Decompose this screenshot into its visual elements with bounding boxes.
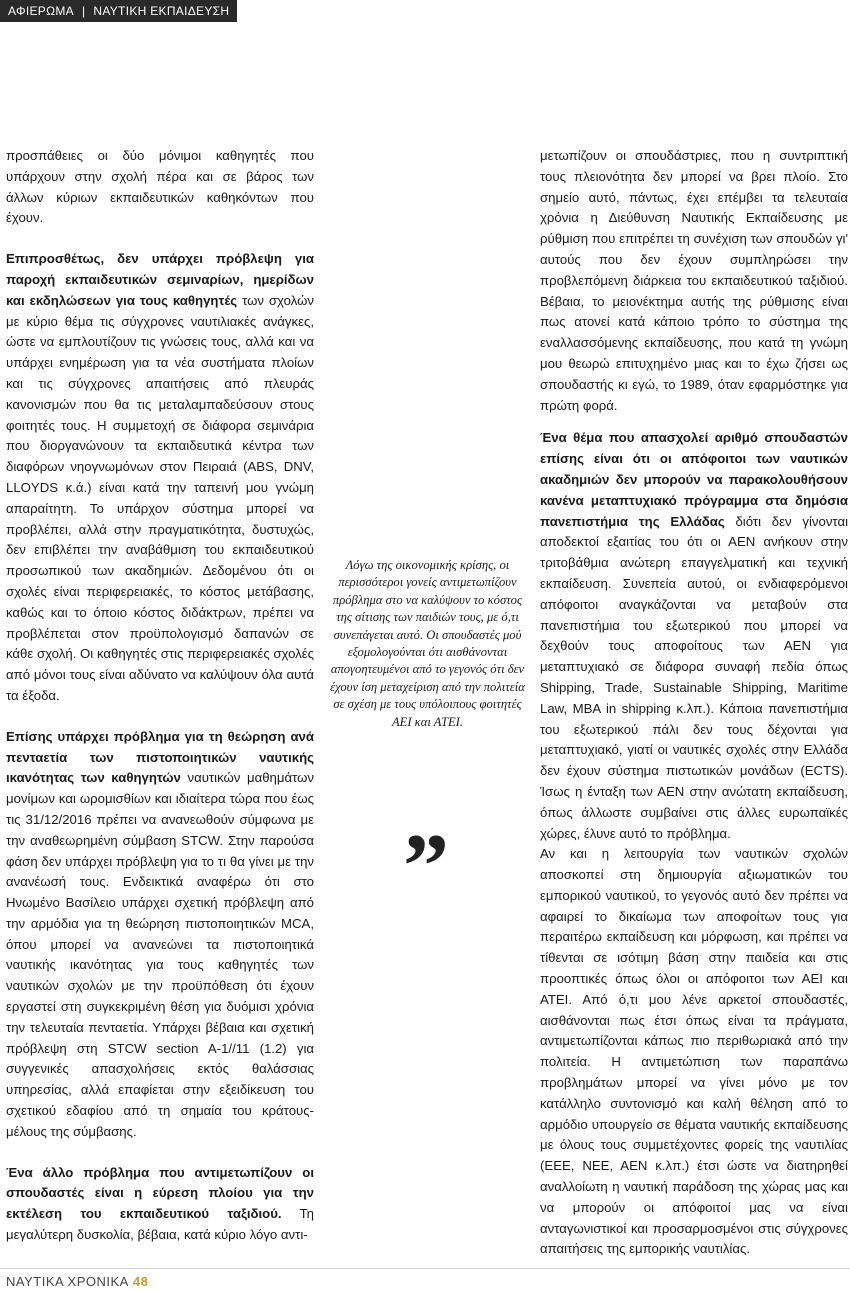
left-paragraph-3-lead: Επίσης υπάρχει πρόβλημα για τη θεώρηση ανά πενταετία των πιστοποιητικών ναυτικής ικανότητας των καθηγητών: [6, 728, 314, 786]
section-header: [0, 0, 237, 22]
left-paragraph-2-lead: Επιπροσθέτως, δεν υπάρχει πρόβλεψη για παροχή εκπαιδευτικών σεμιναρίων, ημερίδων και εκδηλώσεων για τους καθηγητές: [6, 251, 314, 308]
right-paragraph-2-body: διότι δεν γίνονται αποδεκτοί εξαιτίας του ότι οι ΑΕΝ ανήκουν στην τριτοβάθμια ανώτερη επαγγελματική και τεχνική εκπαίδευση. Συνεπεία αυτού, οι ενδιαφερόμενοι απόφοιτοι αναγκάζονται να μεταβούν στα πανεπιστήμια του εξωτερικού που μπορεί να δεχθούν τους αποφοίτους των ΑΕΝ για μεταπτυχιακό σε διάφορα συναφή πεδία όπως Shipping, Trade, Sustainable Shipping, Maritime Law, MBA in shipping κ.λπ.). Κάποια πανεπιστήμια του εξωτερικού πάλι δεν τους δέχονται για μεταπτυχιακό, γιατί οι ναυτικές σχολές στην Ελλάδα δεν έχουν σύστημα πιστωτικών μονάδων (ECTS). Ίσως η ένταξη των ΑΕΝ στην ανώτατη εκπαίδευση, όπως άλλωστε συμβαίνει στις άλλες ευρωπαϊκές χώρες, έλυνε αυτό το πρόβλημα.: [540, 513, 848, 841]
left-paragraph-4-body: Τη μεγαλύτερη δυσκολία, βέβαια, κατά κύριο λόγο αντι-: [6, 1206, 314, 1243]
topic-label: ΝΑΥΤΙΚΗ ΕΚΠΑΙΔΕΥΣΗ: [93, 4, 230, 18]
header-separator: |: [81, 4, 86, 18]
left-paragraph-2: [6, 249, 314, 707]
left-paragraph-4: [6, 1163, 314, 1246]
magazine-name: ΝΑΥΤΙΚΑ ΧΡΟΝΙΚΑ: [6, 1274, 129, 1289]
left-paragraph-4-lead: Ένα άλλο πρόβλημα που αντιμετωπίζουν οι σπουδαστές είναι η εύρεση πλοίου για την εκτέλεση του εκπαιδευτικού ταξιδιού.: [6, 1164, 314, 1222]
right-paragraph-2: [540, 428, 848, 844]
right-paragraph-1: μετωπίζουν οι σπουδάστριες, που η συντριπτική τους πλειονότητα δεν μπορεί να βρει πλοίο. Στο σημείο αυτό, πάντως, έχει επέμβει τα τελευταία χρόνια η Διεύθυνση Ναυτικής Εκπαίδευσης με ρύθμιση που επιτρέπει τη συνέχιση των σπουδών γι' αυτούς που δεν έχουν συμπληρώσει την προβλεπόμενη διάρκεια του εκπαιδευτικού ταξιδιού. Βέβαια, το μειονέκτημα αυτής της ρύθμισης είναι πως ατονεί κατά κάποιο τρόπο το σύστημα της εναλλασσόμενης εκπαίδευσης, που κατά τη γνώμη μου θεωρώ επιτυχημένο μιας και το έχω ζήσει ως σπουδαστής κι εγώ, το 1989, όταν εφαρμόστηκε για πρώτη φορά.: [540, 148, 848, 413]
right-paragraph-2-lead: Ένα θέμα που απασχολεί αριθμό σπουδαστών επίσης είναι ότι οι απόφοιτοι των ναυτικών ακαδημιών δεν μπορούν να παρακολουθήσουν κανένα μεταπτυχιακό πρόγραμμα στα δημόσια πανεπιστήμια της Ελλάδας: [540, 430, 848, 529]
quote-mark-icon: ”: [403, 815, 449, 917]
right-column: [540, 146, 848, 1260]
right-paragraph-3: Αν και η λειτουργία των ναυτικών σχολών αποσκοπεί στη δημιουργία αξιωματικών του εμπορικού ναυτικού, το γεγονός αυτό δεν πρέπει να αφαιρεί το δικαίωμα των αποφοίτων τους για περαιτέρω εκπαίδευση και μόρφωση, και πρέπει να τίθενται σε ισότιμη βάση στην παιδεία και στις προοπτικές όπως όλοι οι απόφοιτοι των ΑΕΙ και ΑΤΕΙ. Από ό,τι μου λένε αρκετοί σπουδαστές, αισθάνονται πως έτσι όπως είναι τα πράγματα, αντιμετωπίζονται κάπως πιο περιθωριακά από την πολιτεία. Η αντιμετώπιση των παραπάνω προβλημάτων μπορεί να γίνει μόνο με τον κατάλληλο συντονισμό και καλή θέληση από το αρμόδιο υπουργείο σε θέματα ναυτικής εκπαίδευσης με όλους τους συμμετέχοντες φορείς της ναυτιλίας (ΕΕΕ, ΝΕΕ, ΑΕΝ κ.λπ.) έτσι ώστε να διατηρηθεί αναλλοίωτη η ναυτική παράδοση της χώρας μας και να μπορούν οι απόφοιτοί μας να είναι ανταγωνιστικοί και προσαρμοσμένοι στις σύγχρονες απαιτήσεις της εμπορικής ναυτιλίας.: [540, 846, 848, 1257]
page-footer: [6, 1274, 148, 1289]
pull-quote: Λόγω της οικονομικής κρίσης, οι περισσότεροι γονείς αντιμετωπίζουν πρόβλημα στο να καλύψουν το κόστος της σίτισης των παιδιών τους, με ό,τι συνεπάγεται αυτό. Οι σπουδαστές μού εξομολογούνται ότι αισθάνονται απογοητευμένοι από το γεγονός ότι δεν έχουν ίση μεταχείριση από την πολιτεία σε σχέση με τους υπόλοιπους φοιτητές ΑΕΙ και ΑΤΕΙ.: [330, 558, 525, 729]
left-paragraph-2-body: των σχολών με κύριο θέμα τις σύγχρονες ναυτιλιακές ανάγκες, ώστε να εμπλουτίζουν τις γνώσεις τους, αλλά και να υπάρχει ενημέρωση για τα νέα συστήματα πλοίων και τις σύγχρονες απαιτήσεις από πλευράς κανονισμών που θα τις μεταλαμπαδεύσουν στους φοιτητές τους. Η συμμετοχή σε διάφορα σεμινάρια που διοργανώνουν τα εκπαιδευτικά κέντρα των διαφόρων νηογνωμόνων στον Πειραιά (ABS, DNV, LLOYDS κ.ά.) είναι κατά την ταπεινή μου γνώμη απαραίτητη. Το υπάρχον σύστημα μπορεί να προβλέπει, αλλά στην πραγματικότητα, δυστυχώς, δεν επιβλέπει την αναβάθμιση του εκπαιδευτικού προσωπικού των ακαδημιών. Δεδομένου ότι οι σχολές είναι περιφερειακές, το κόστος μετάβασης, καθώς και το όποιο κόστος διδάκτρων, πρέπει να προβλέπεται στον προϋπολογισμό δαπανών σε κάθε σχολή. Οι καθηγητές στις περιφερειακές σχολές από μόνοι τους είναι αδύνατο να καλύψουν όλα αυτά τα έξοδα.: [6, 292, 314, 703]
left-paragraph-3-body: ναυτικών μαθημάτων μονίμων και ωρομισθίων και ιδιαίτερα τώρα που έως τις 31/12/2016 πρέπει να ανανεωθούν σύμφωνα με την αναθεωρημένη σύμβαση STCW. Στην παρούσα φάση δεν υπάρχει πρόβλεψη για το τι θα γίνει με την ανανέωσή τους. Ενδεικτικά αναφέρω ότι στο Ηνωμένο Βασίλειο υπάρχει σχετική πρόβλεψη από την αρμόδια για τη θεώρηση πιστοποιητικών MCA, όπου μπορεί να ανανεώνει τα πιστοποιητικά ναυτικής ικανότητας για τους καθηγητές των ναυτικών σχολών με την προϋπόθεση ότι έχουν εργαστεί στη συγκεκριμένη θέση για δυόμισι χρόνια την τελευταία πενταετία. Υπάρχει βέβαια και σχετική πρόβλεψη στη STCW section A-1//11 (1.2) για συγγενικές απασχολήσεις εκτός θαλάσσιας υπηρεσίας, αλλά επαφίεται στην εξειδίκευση του σχετικού εδαφίου από τη σημαία του κράτους-μέλους της σύμβασης.: [6, 770, 315, 1139]
left-column: [6, 146, 314, 1246]
page-number: 48: [132, 1274, 149, 1289]
section-label: ΑΦΙΕΡΩΜΑ: [8, 4, 74, 18]
left-paragraph-1: προσπάθειες οι δύο μόνιμοι καθηγητές που υπάρχουν στην σχολή πέρα και σε βάρος των άλλων κύριων εκπαιδευτικών καθηκόντων που έχουν.: [6, 148, 314, 226]
footer-divider: [0, 1268, 850, 1269]
left-paragraph-3: [6, 727, 314, 1143]
